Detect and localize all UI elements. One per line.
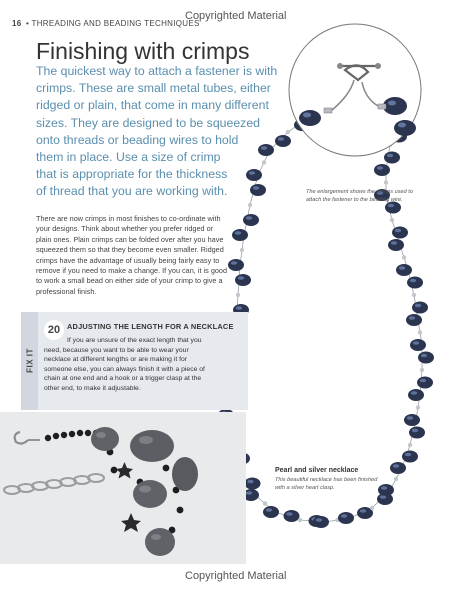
silver-spacer-bead	[420, 368, 424, 372]
pearl-highlight	[316, 518, 322, 522]
pearl-bead	[409, 427, 425, 439]
tip-body	[44, 336, 244, 393]
extension-chain	[4, 474, 104, 494]
body-line: to work a small bead on either side of your crimp to give a	[36, 276, 223, 286]
section-name: • THREADING AND BEADING TECHNIQUES	[26, 19, 200, 28]
tip-line: chain at one end and a hook or a trigger clasp at the	[44, 375, 202, 382]
body-line: crimps have the advantage of usually being fairly easy to	[36, 255, 220, 265]
pearl-highlight	[377, 166, 383, 170]
pearl-bead	[313, 516, 329, 528]
silver-spacer-bead	[412, 293, 416, 297]
pearl-highlight	[415, 304, 421, 308]
pearl-bead	[384, 152, 400, 164]
pearl-highlight	[247, 480, 253, 484]
pearl-highlight	[261, 146, 267, 150]
pearl-bead	[410, 339, 426, 351]
page-title: Finishing with crimps	[36, 38, 250, 64]
body-line: squeezed them so that they become even smaller. Ridged	[36, 245, 224, 255]
intro-line: onto threads or beading wires to hold	[36, 132, 239, 147]
enlarged-pearl	[299, 110, 321, 126]
necklace-caption-text: This beautiful necklace has been finished with a silver heart clasp.	[275, 477, 378, 491]
body-line: remove if you need to make a change. If you can, it is good	[36, 266, 228, 276]
pearl-bead	[412, 302, 428, 314]
silver-spacer-bead	[390, 218, 394, 222]
silver-spacer-bead	[263, 501, 267, 505]
pearl-highlight	[249, 171, 255, 175]
pearl-bead	[408, 389, 424, 401]
enlarged-crimp	[378, 104, 386, 109]
enlarged-pearl	[394, 120, 416, 136]
pearl-highlight	[238, 276, 244, 280]
intro-line: that is appropriate for the thickness	[36, 167, 228, 182]
pearl-bead	[235, 274, 251, 286]
pearl-bead	[418, 352, 434, 364]
copyright-notice-bottom: Copyrighted Material	[185, 570, 287, 582]
tip-title: ADJUSTING THE LENGTH FOR A NECKLACE	[67, 322, 234, 331]
pearl-highlight	[231, 261, 237, 265]
page-number: 16	[12, 19, 22, 28]
pearl-bead	[388, 239, 404, 251]
pearl-bead	[245, 478, 261, 490]
silver-spacer-bead	[298, 518, 302, 522]
pearl-highlight	[405, 453, 411, 457]
running-header	[12, 19, 200, 28]
silver-spacer-bead	[286, 130, 290, 134]
tip-line: necklace at different lengths or are making it for	[44, 356, 188, 363]
pearl-highlight	[387, 154, 393, 158]
pearl-highlight	[421, 354, 427, 358]
intro-line: of thread that you are working with.	[36, 184, 228, 199]
body-line: plain ones. Plain crimps can be folded over after you have	[36, 234, 224, 244]
pearl-bead	[406, 314, 422, 326]
pearl-bead	[228, 259, 244, 271]
silver-spacer-bead	[418, 330, 422, 334]
silver-spacer-bead	[236, 293, 240, 297]
pearl-bead	[246, 169, 262, 181]
silver-spacer-bead	[408, 443, 412, 447]
chain-necklace-photo	[0, 412, 246, 564]
pearl-bead	[258, 144, 274, 156]
tip-line: If you are unsure of the exact length that you	[67, 337, 202, 344]
pearl-highlight	[253, 186, 259, 190]
intro-line: crimps. These are small metal tubes, either	[36, 81, 271, 96]
silver-spacer-bead	[370, 506, 374, 510]
body-line: There are now crimps in most finishes to co-ordinate with	[36, 214, 221, 223]
enlarged-crimp	[324, 108, 332, 113]
tip-line: someone else, you can always finish it with a piece of	[44, 365, 205, 373]
pearl-highlight	[407, 416, 413, 420]
silver-spacer-bead	[394, 477, 398, 481]
necklace-caption-title: Pearl and silver necklace	[275, 467, 359, 474]
pearl-highlight	[235, 231, 241, 235]
pearl-bead	[417, 377, 433, 389]
enlargement-caption: The enlargement shows the crimps used to attach the fastener to the beading wire.	[306, 189, 413, 203]
silver-spacer-bead	[240, 248, 244, 252]
silver-spacer-bead	[384, 180, 388, 184]
intro-line: The quickest way to attach a fastener is with	[36, 64, 278, 78]
body-line: your designs. Think about whether you prefer ridged or	[36, 224, 214, 234]
pearl-highlight	[246, 491, 252, 495]
hook-clasp	[15, 432, 28, 444]
pearl-highlight	[278, 137, 284, 141]
tip-number: 20	[44, 320, 64, 340]
pearl-bead	[407, 277, 423, 289]
pearl-highlight	[395, 229, 401, 233]
intro-line: them in place. Use a size of crimp	[36, 150, 221, 165]
pearl-bead	[250, 184, 266, 196]
pearl-highlight	[410, 279, 416, 283]
tip-line: other end, to make it adjustable.	[44, 384, 141, 392]
pearl-bead	[392, 227, 408, 239]
pearl-highlight	[399, 266, 405, 270]
pearl-bead	[263, 506, 279, 518]
pearl-highlight	[411, 391, 417, 395]
fix-it-label: FIX IT	[25, 348, 35, 373]
pearl-highlight	[388, 204, 394, 208]
enlarged-pearl	[383, 97, 407, 115]
pearl-highlight	[286, 512, 292, 516]
pearl-highlight	[266, 508, 272, 512]
tip-line: need, because you want to be able to wear your	[44, 346, 189, 354]
pearl-bead	[404, 414, 420, 426]
pearl-bead	[243, 214, 259, 226]
pearl-highlight	[341, 514, 347, 518]
intro-line: ridged or plain, that come in many different	[36, 98, 269, 113]
silver-spacer-bead	[416, 405, 420, 409]
pearl-highlight	[236, 306, 242, 310]
pearl-highlight	[246, 216, 252, 220]
pearl-highlight	[409, 316, 415, 320]
silver-spacer-bead	[248, 203, 252, 207]
pearl-bead	[396, 264, 412, 276]
intro-line: sizes. They are designed to be squeezed	[36, 115, 260, 130]
pearl-highlight	[393, 464, 399, 468]
enlargement-circle	[289, 24, 421, 156]
pearl-bead	[402, 451, 418, 463]
copyright-notice-top: Copyrighted Material	[185, 10, 287, 22]
pearl-bead	[390, 462, 406, 474]
pearl-bead	[232, 229, 248, 241]
pearl-bead	[284, 510, 300, 522]
pearl-highlight	[360, 509, 366, 513]
silver-spacer-bead	[262, 160, 266, 164]
chain-necklace-illustration	[0, 412, 246, 564]
pearl-highlight	[420, 379, 426, 383]
silver-spacer-bead	[402, 255, 406, 259]
grey-stone-beads	[91, 427, 198, 556]
body-line: professional finish.	[36, 286, 97, 296]
pearl-bead	[275, 135, 291, 147]
pearl-highlight	[413, 341, 419, 345]
pearl-bead	[338, 512, 354, 524]
pearl-bead	[374, 164, 390, 176]
pearl-highlight	[391, 241, 397, 245]
pearl-highlight	[412, 429, 418, 433]
necklace-strand	[218, 112, 434, 528]
